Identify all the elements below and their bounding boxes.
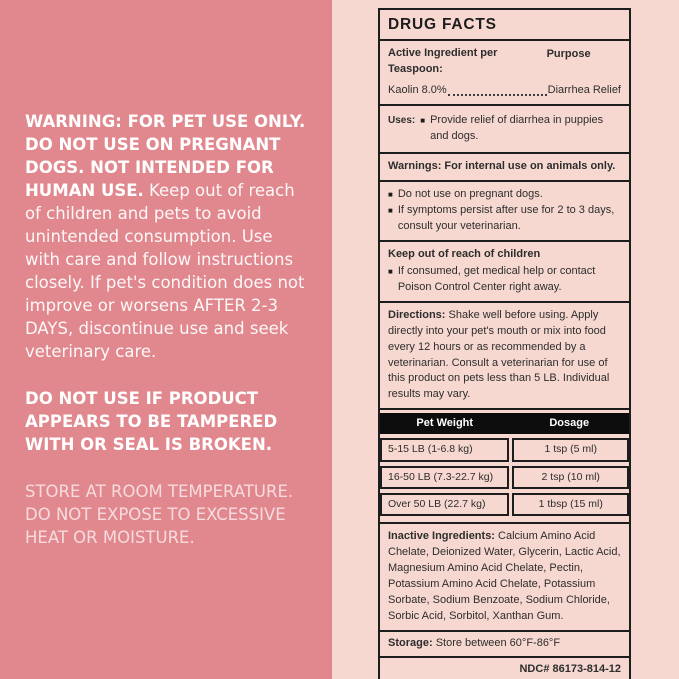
- active-ingredient-label: Active Ingredient per Teaspoon:: [388, 47, 498, 76]
- warning-bullet-text: Do not use on pregnant dogs.: [397, 188, 543, 201]
- warning-bullet-item: [388, 203, 621, 235]
- warnings-section: [378, 152, 631, 182]
- dosage-table-header-row: [380, 413, 629, 434]
- inactive-ingredients-label: Inactive Ingredients:: [388, 529, 495, 542]
- storage-note-paragraph: STORE AT ROOM TEMPERATURE. DO NOT EXPOSE TO EXCESSIVE HEAT OR MOISTURE.: [25, 482, 294, 547]
- pet-use-warning-bold: WARNING: FOR PET USE ONLY. DO NOT USE ON PREGNANT DOGS. NOT INTENDED FOR HUMAN USE.: [25, 112, 306, 200]
- storage-section: [378, 630, 631, 658]
- active-ingredient-header: [388, 46, 621, 78]
- weight-cell: 5-15 LB (1-6.8 kg): [380, 438, 509, 461]
- dosage-cell: 1 tbsp (15 ml): [512, 493, 629, 516]
- directions-text: Shake well before using. Apply directly into your pet's mouth or mix into food every 12 hours or as recommended by a veterinarian. Consult a veterinarian for use of this product on pets less than 5 LB. Individual results may vary.: [388, 308, 610, 401]
- dosage-cell: 1 tsp (5 ml): [512, 438, 629, 461]
- pet-use-warning-rest: Keep out of reach of children and pets to avoid unintended consumption. Use with care and follow instructions closely. If pet's condition does not improve or worsens AFTER 2-3 DAYS, discontinue use and seek veterinary care.: [25, 181, 305, 361]
- storage-text: Store between 60°F-86°F: [435, 636, 561, 649]
- ingredient-name: Kaolin 8.0%: [388, 84, 447, 97]
- tamper-warning-paragraph: DO NOT USE IF PRODUCT APPEARS TO BE TAMPERED WITH OR SEAL IS BROKEN.: [25, 389, 278, 454]
- keep-out-of-reach-section: [378, 240, 631, 303]
- keep-out-heading: Keep out of reach of children: [388, 247, 541, 260]
- warnings-text: For internal use on animals only.: [444, 160, 616, 173]
- drug-facts-title: DRUG FACTS: [388, 16, 497, 33]
- inactive-ingredients-section: [378, 522, 631, 632]
- dosage-table-row: [380, 493, 629, 516]
- directions-label: Directions:: [388, 308, 446, 321]
- dosage-table-row: [380, 466, 629, 489]
- bullet-icon: ■: [388, 206, 393, 216]
- directions-paragraph: [388, 308, 621, 404]
- warning-bullet-text: If symptoms persist after use for 2 to 3 days, consult your veterinarian.: [397, 204, 615, 232]
- dosage-header: Dosage: [549, 417, 590, 430]
- drug-facts-title-section: [378, 8, 631, 41]
- dotted-leader: [448, 94, 547, 96]
- active-ingredient-section: [378, 39, 631, 106]
- warning-bullet-item: [388, 187, 621, 203]
- drug-facts-panel: [378, 8, 631, 679]
- dosage-cell: 2 tsp (10 ml): [512, 466, 629, 489]
- purpose-label: Purpose: [546, 48, 591, 61]
- inactive-ingredients-paragraph: [388, 529, 621, 625]
- ndc-number: NDC# 86173-814-12: [519, 662, 621, 675]
- ingredient-row: [388, 83, 621, 99]
- ndc-section: [378, 656, 631, 679]
- keep-out-bullet-text: If consumed, get medical help or contact Poison Control Center right away.: [397, 264, 596, 293]
- uses-text: Provide relief of diarrhea in puppies and dogs.: [430, 114, 604, 143]
- pet-warning-panel: [0, 0, 332, 679]
- directions-section: [378, 301, 631, 411]
- weight-cell: Over 50 LB (22.7 kg): [380, 493, 509, 516]
- pet-use-warning-paragraph: [25, 110, 312, 363]
- ingredient-purpose: Diarrhea Relief: [547, 84, 621, 97]
- uses-section: [378, 104, 631, 154]
- uses-label: Uses:: [388, 115, 416, 127]
- warnings-label: Warnings:: [388, 160, 442, 173]
- bullet-icon: ■: [420, 116, 426, 126]
- dosage-table-row: [380, 438, 629, 461]
- warning-bullet-list-section: [378, 180, 631, 242]
- bullet-icon: ■: [388, 266, 393, 276]
- warning-text-block: [25, 110, 312, 573]
- bullet-icon: ■: [388, 190, 393, 200]
- inactive-ingredients-text: Calcium Amino Acid Chelate, Deionized Water, Glycerin, Lactic Acid, Magnesium Amino Acid Chelate, Pectin, Potassium Amino Acid Chelate, Potassium Sorbate, Sodium Benzoate, Sodium Chloride, Sorbic Acid, Sorbitol, Xanthan Gum.: [388, 529, 621, 622]
- keep-out-bullet-item: [388, 264, 621, 296]
- weight-cell: 16-50 LB (7.3-22.7 kg): [380, 466, 509, 489]
- pet-weight-header: Pet Weight: [416, 417, 474, 430]
- dosage-table-section: [378, 408, 631, 524]
- storage-label: Storage:: [388, 636, 433, 649]
